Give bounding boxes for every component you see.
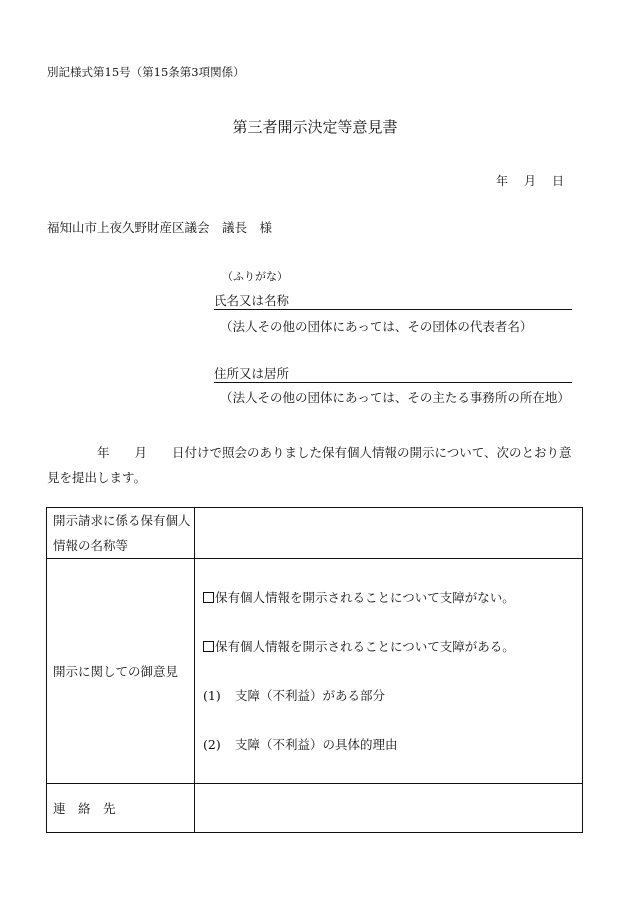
address-note: （法人その他の団体にあっては、その主たる事務所の所在地） [220,390,570,405]
option-no-problem[interactable] [203,573,582,622]
option-no-problem-text: 保有個人情報を開示されることについて支障がない。 [215,590,515,605]
opinion-field [195,559,583,784]
item2-number: (2) [203,737,221,752]
document-title: 第三者開示決定等意見書 [232,118,398,136]
option-problem[interactable] [203,622,582,671]
item-affected-part [203,671,582,720]
opinion-table [46,507,583,833]
addressee: 福知山市上夜久野財産区議会 議長 様 [47,220,273,235]
contact-label: 連 絡 先 [47,784,195,833]
checkbox-no-problem[interactable] [203,592,214,603]
date-day: 日 [552,174,565,188]
body-text: 年 月 日付けで照会のありました保有個人情報の開示について、次のとおり意見を提出します。 [47,445,572,485]
date-year: 年 [496,174,509,188]
table-row [47,508,583,559]
date-month: 月 [524,174,537,188]
item-specific-reason [203,720,582,769]
opinion-label: 開示に関しての御意見 [47,559,195,784]
personal-info-field[interactable] [195,508,583,559]
item2-text: 支障（不利益）の具体的理由 [235,737,398,752]
contact-field[interactable] [195,784,583,833]
name-field[interactable] [214,295,572,310]
personal-info-label: 開示請求に係る保有個人情報の名称等 [47,508,195,559]
option-problem-text: 保有個人情報を開示されることについて支障がある。 [215,639,515,654]
checkbox-problem[interactable] [203,641,214,652]
item1-text: 支障（不利益）がある部分 [235,688,386,703]
furigana-label: （ふりがな） [222,270,288,283]
name-label: 氏名又は名称 [214,293,290,308]
name-note: （法人その他の団体にあっては、その団体の代表者名） [220,319,533,334]
address-field[interactable] [214,368,572,383]
item1-number: (1) [203,688,221,703]
table-row [47,559,583,784]
address-label: 住所又は居所 [214,366,290,381]
form-number: 別記様式第15号（第15条第3項関係） [47,65,245,79]
table-row [47,784,583,833]
date-line [496,175,564,187]
